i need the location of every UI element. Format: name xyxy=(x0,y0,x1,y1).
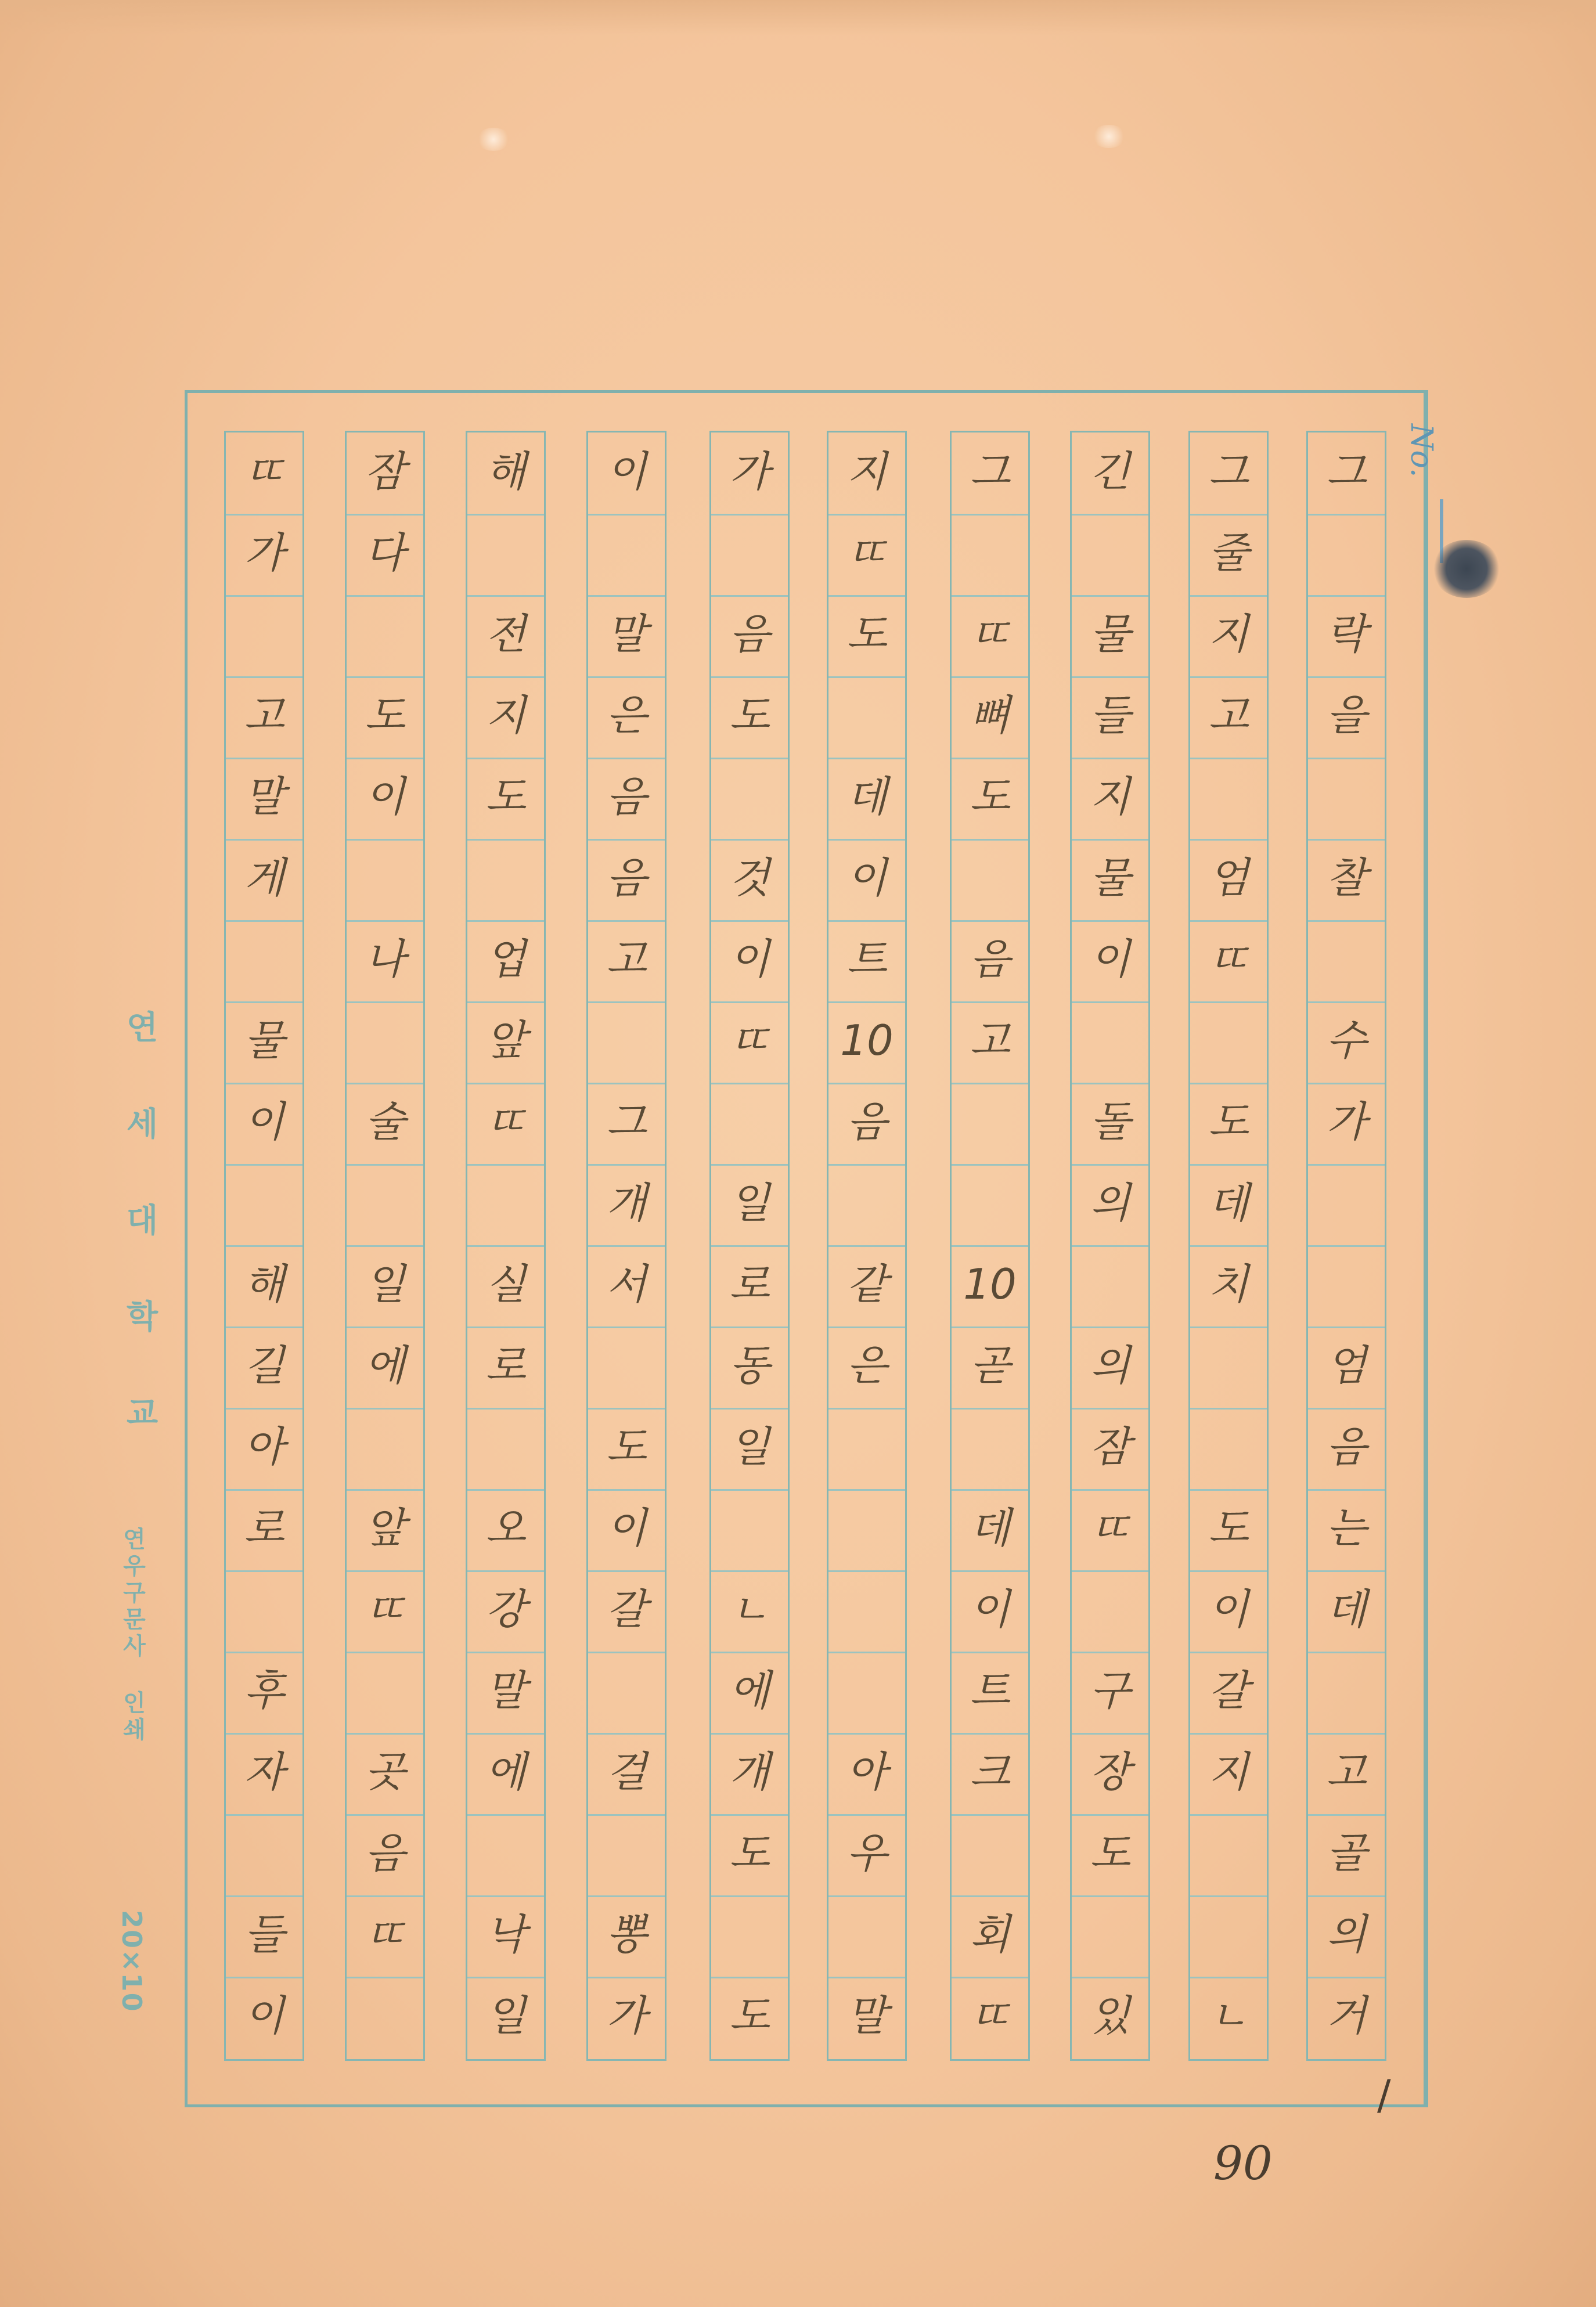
school-name-print: 연세대학교 xyxy=(121,1010,158,1492)
handwritten-character: 실 xyxy=(485,1260,526,1308)
handwritten-character: 로 xyxy=(729,1260,770,1308)
handwritten-character: 가 xyxy=(1326,1097,1367,1146)
handwritten-character: ㄸ xyxy=(846,528,887,577)
cell-divider xyxy=(711,758,788,759)
handwritten-character: 다 xyxy=(365,528,405,577)
handwritten-character: 10 xyxy=(840,1016,894,1065)
handwritten-character: 그 xyxy=(1208,447,1249,496)
ink-blot xyxy=(1432,540,1501,598)
cell-divider xyxy=(1190,1814,1267,1816)
cell-divider xyxy=(1072,1001,1148,1003)
cell-divider xyxy=(588,1326,665,1328)
handwritten-character: 업 xyxy=(485,935,526,983)
handwritten-character: 의 xyxy=(1090,1341,1130,1390)
handwritten-character: 도 xyxy=(846,610,887,658)
handwritten-character: ㄸ xyxy=(1090,1504,1130,1552)
cell-divider xyxy=(711,1895,788,1897)
cell-divider xyxy=(467,1814,544,1816)
handwritten-character: 해 xyxy=(244,1260,284,1308)
cell-divider xyxy=(828,1895,905,1897)
cell-divider xyxy=(226,1570,302,1572)
handwritten-character: 술 xyxy=(365,1097,405,1146)
handwritten-character: 우 xyxy=(846,1829,887,1877)
handwritten-character: 데 xyxy=(970,1504,1010,1552)
handwritten-character: ㄴ xyxy=(1208,1991,1249,2040)
cell-divider xyxy=(1190,758,1267,759)
cell-divider xyxy=(1308,1164,1385,1166)
handwritten-character: 갈 xyxy=(1208,1666,1249,1715)
handwritten-character: 장 xyxy=(1090,1747,1130,1796)
handwritten-character: 음 xyxy=(365,1829,405,1877)
handwritten-character: 에 xyxy=(485,1747,526,1796)
cell-divider xyxy=(226,920,302,922)
cell-divider xyxy=(828,1408,905,1410)
handwritten-character: 뼈 xyxy=(970,691,1010,740)
handwritten-character: 락 xyxy=(1326,610,1367,658)
handwritten-character: 도 xyxy=(729,1829,770,1877)
cell-divider xyxy=(952,839,1028,841)
handwritten-character: ㄸ xyxy=(729,1016,770,1065)
handwritten-character: 수 xyxy=(1326,1016,1367,1065)
handwritten-character: 도 xyxy=(1208,1504,1249,1552)
handwritten-character: 가 xyxy=(606,1991,647,2040)
cell-divider xyxy=(226,1164,302,1166)
cell-divider xyxy=(347,1164,423,1166)
handwritten-character: 갈 xyxy=(606,1585,647,1634)
cell-divider xyxy=(828,1164,905,1166)
handwritten-character: ㄸ xyxy=(365,1910,405,1959)
cell-divider xyxy=(467,839,544,841)
handwritten-character: 을 xyxy=(1326,691,1367,740)
cell-divider xyxy=(828,1570,905,1572)
grid-size-label: 20×10 xyxy=(116,1910,147,2013)
handwritten-character: 그 xyxy=(1326,447,1367,496)
cell-divider xyxy=(1308,514,1385,516)
handwritten-character: 동 xyxy=(729,1341,770,1390)
handwritten-character: 말 xyxy=(846,1991,887,2040)
pin-hole xyxy=(1091,125,1126,148)
handwritten-character: 가 xyxy=(244,528,284,577)
handwritten-character: 말 xyxy=(606,610,647,658)
cell-divider xyxy=(952,1408,1028,1410)
handwritten-character: 물 xyxy=(244,1016,284,1065)
handwritten-character: 말 xyxy=(485,1666,526,1715)
cell-divider xyxy=(952,1814,1028,1816)
cell-divider xyxy=(347,839,423,841)
handwritten-character: 자 xyxy=(244,1747,284,1796)
handwritten-character: 개 xyxy=(729,1747,770,1796)
handwritten-character: 들 xyxy=(244,1910,284,1959)
handwritten-character: 는 xyxy=(1326,1504,1367,1552)
handwritten-character: 줄 xyxy=(1208,528,1249,577)
cell-divider xyxy=(226,595,302,597)
handwritten-character: 이 xyxy=(606,447,647,496)
handwritten-character: 치 xyxy=(1208,1260,1249,1308)
handwritten-character: ㄸ xyxy=(244,447,284,496)
handwritten-character: 전 xyxy=(485,610,526,658)
cell-divider xyxy=(1072,1895,1148,1897)
frame-right-rule xyxy=(1424,390,1426,2107)
printer-imprint: 연우구문사 인쇄 xyxy=(119,1527,146,1744)
handwritten-character: 로 xyxy=(485,1341,526,1390)
handwritten-character: 지 xyxy=(485,691,526,740)
handwritten-character: 10 xyxy=(963,1260,1017,1308)
cell-divider xyxy=(952,1164,1028,1166)
handwritten-character: 음 xyxy=(846,1097,887,1146)
handwritten-character: 에 xyxy=(365,1341,405,1390)
cell-divider xyxy=(467,514,544,516)
handwritten-character: 앞 xyxy=(485,1016,526,1065)
handwritten-character: ㄴ xyxy=(729,1585,770,1634)
handwritten-character: 그 xyxy=(970,447,1010,496)
cell-divider xyxy=(1308,758,1385,759)
handwritten-character: 지 xyxy=(1090,772,1130,821)
cell-divider xyxy=(711,514,788,516)
cell-divider xyxy=(1072,1245,1148,1247)
handwritten-character: 거 xyxy=(1326,1991,1367,2040)
handwritten-character: 오 xyxy=(485,1504,526,1552)
handwritten-character: 긴 xyxy=(1090,447,1130,496)
cell-divider xyxy=(711,1083,788,1084)
handwritten-character: 의 xyxy=(1326,1910,1367,1959)
cell-divider xyxy=(226,1814,302,1816)
handwritten-character: 곳 xyxy=(365,1747,405,1796)
cell-divider xyxy=(1308,1245,1385,1247)
handwritten-character: 앞 xyxy=(365,1504,405,1552)
handwritten-character: 엄 xyxy=(1326,1341,1367,1390)
handwritten-character: 도 xyxy=(729,1991,770,2040)
handwritten-character: ㄸ xyxy=(365,1585,405,1634)
handwritten-character: 음 xyxy=(970,935,1010,983)
handwritten-page-number: 90 xyxy=(1213,2136,1273,2190)
cell-divider xyxy=(952,514,1028,516)
cell-divider xyxy=(347,1652,423,1653)
handwritten-character: 은 xyxy=(846,1341,887,1390)
handwritten-character: 도 xyxy=(365,691,405,740)
handwritten-character: 도 xyxy=(970,772,1010,821)
handwritten-character: 이 xyxy=(244,1097,284,1146)
handwritten-character: 음 xyxy=(729,610,770,658)
handwritten-character: 일 xyxy=(729,1422,770,1471)
handwritten-character: 강 xyxy=(485,1585,526,1634)
handwritten-character: 음 xyxy=(606,772,647,821)
handwritten-character: 이 xyxy=(846,853,887,902)
cell-divider xyxy=(467,1408,544,1410)
handwritten-character: ㄸ xyxy=(1208,935,1249,983)
handwritten-character: 이 xyxy=(606,1504,647,1552)
cell-divider xyxy=(711,1489,788,1491)
handwritten-character: 이 xyxy=(1090,935,1130,983)
handwritten-character: 도 xyxy=(1208,1097,1249,1146)
handwritten-character: 도 xyxy=(729,691,770,740)
cell-divider xyxy=(828,676,905,678)
handwritten-character: 트 xyxy=(846,935,887,983)
handwritten-character: 골 xyxy=(1326,1829,1367,1877)
cell-divider xyxy=(347,1408,423,1410)
handwritten-character: 지 xyxy=(846,447,887,496)
handwritten-character: 물 xyxy=(1090,610,1130,658)
handwritten-character: 후 xyxy=(244,1666,284,1715)
cell-divider xyxy=(1308,920,1385,922)
cell-divider xyxy=(828,1652,905,1653)
handwritten-character: 로 xyxy=(244,1504,284,1552)
handwritten-character: 개 xyxy=(606,1178,647,1227)
handwritten-character: 곧 xyxy=(970,1341,1010,1390)
handwritten-character: 찰 xyxy=(1326,853,1367,902)
handwritten-character: 이 xyxy=(244,1991,284,2040)
handwritten-character: 이 xyxy=(365,772,405,821)
cell-divider xyxy=(1190,1001,1267,1003)
cell-divider xyxy=(1072,514,1148,516)
handwritten-character: 에 xyxy=(729,1666,770,1715)
handwritten-character: 게 xyxy=(244,853,284,902)
handwritten-character: 음 xyxy=(606,853,647,902)
handwritten-character: 도 xyxy=(1090,1829,1130,1877)
handwritten-character: 크 xyxy=(970,1747,1010,1796)
handwritten-character: 고 xyxy=(244,691,284,740)
handwritten-character: 뽕 xyxy=(606,1910,647,1959)
cell-divider xyxy=(588,1814,665,1816)
handwritten-character: 데 xyxy=(1208,1178,1249,1227)
handwritten-character: ㄸ xyxy=(970,610,1010,658)
cell-divider xyxy=(588,514,665,516)
handwritten-character: 들 xyxy=(1090,691,1130,740)
cell-divider xyxy=(1190,1408,1267,1410)
handwritten-character: 일 xyxy=(365,1260,405,1308)
handwritten-character: 지 xyxy=(1208,610,1249,658)
cell-divider xyxy=(828,1489,905,1491)
handwritten-character: 도 xyxy=(606,1422,647,1471)
cell-divider xyxy=(588,1001,665,1003)
handwritten-character: 구 xyxy=(1090,1666,1130,1715)
handwritten-character: ㄸ xyxy=(485,1097,526,1146)
cell-divider xyxy=(347,595,423,597)
handwritten-character: 가 xyxy=(729,447,770,496)
handwritten-character: 이 xyxy=(1208,1585,1249,1634)
handwritten-character: 해 xyxy=(485,447,526,496)
cell-divider xyxy=(347,1001,423,1003)
handwritten-character: 있 xyxy=(1090,1991,1130,2040)
cell-divider xyxy=(467,1164,544,1166)
handwritten-character: ㄸ xyxy=(970,1991,1010,2040)
handwritten-character: 낙 xyxy=(485,1910,526,1959)
handwritten-character: 의 xyxy=(1090,1178,1130,1227)
handwritten-character: 회 xyxy=(970,1910,1010,1959)
pin-hole xyxy=(476,128,511,151)
handwritten-character: 엄 xyxy=(1208,853,1249,902)
handwritten-character: 이 xyxy=(729,935,770,983)
handwritten-character: 이 xyxy=(970,1585,1010,1634)
handwritten-character: 같 xyxy=(846,1260,887,1308)
handwritten-character: 잠 xyxy=(1090,1422,1130,1471)
cell-divider xyxy=(347,1977,423,1978)
handwritten-character: 지 xyxy=(1208,1747,1249,1796)
handwritten-character: 아 xyxy=(244,1422,284,1471)
handwritten-character: 고 xyxy=(606,935,647,983)
cell-divider xyxy=(1308,1652,1385,1653)
handwritten-character: 데 xyxy=(1326,1585,1367,1634)
handwritten-character: 도 xyxy=(485,772,526,821)
handwritten-character: 아 xyxy=(846,1747,887,1796)
cell-divider xyxy=(1190,1895,1267,1897)
handwritten-character: 것 xyxy=(729,853,770,902)
handwritten-character: 잠 xyxy=(365,447,405,496)
handwritten-character: 트 xyxy=(970,1666,1010,1715)
handwritten-character: 돌 xyxy=(1090,1097,1130,1146)
handwritten-character: 길 xyxy=(244,1341,284,1390)
cell-divider xyxy=(1190,1326,1267,1328)
paper-top-edge xyxy=(0,0,1596,35)
cell-divider xyxy=(1072,1570,1148,1572)
cell-divider xyxy=(952,1083,1028,1084)
handwritten-character: 일 xyxy=(729,1178,770,1227)
corner-check-mark: / xyxy=(1377,2071,1391,2119)
handwritten-character: 고 xyxy=(1208,691,1249,740)
handwritten-character: 데 xyxy=(846,772,887,821)
handwritten-character: 말 xyxy=(244,772,284,821)
handwritten-character: 걸 xyxy=(606,1747,647,1796)
handwritten-character: 물 xyxy=(1090,853,1130,902)
handwritten-character: 그 xyxy=(606,1097,647,1146)
handwritten-character: 나 xyxy=(365,935,405,983)
handwritten-character: 고 xyxy=(1326,1747,1367,1796)
cell-divider xyxy=(588,1652,665,1653)
handwritten-character: 일 xyxy=(485,1991,526,2040)
page-number-label: No. xyxy=(1404,424,1439,478)
handwritten-character: 음 xyxy=(1326,1422,1367,1471)
handwritten-character: 고 xyxy=(970,1016,1010,1065)
handwritten-character: 서 xyxy=(606,1260,647,1308)
handwritten-character: 은 xyxy=(606,691,647,740)
